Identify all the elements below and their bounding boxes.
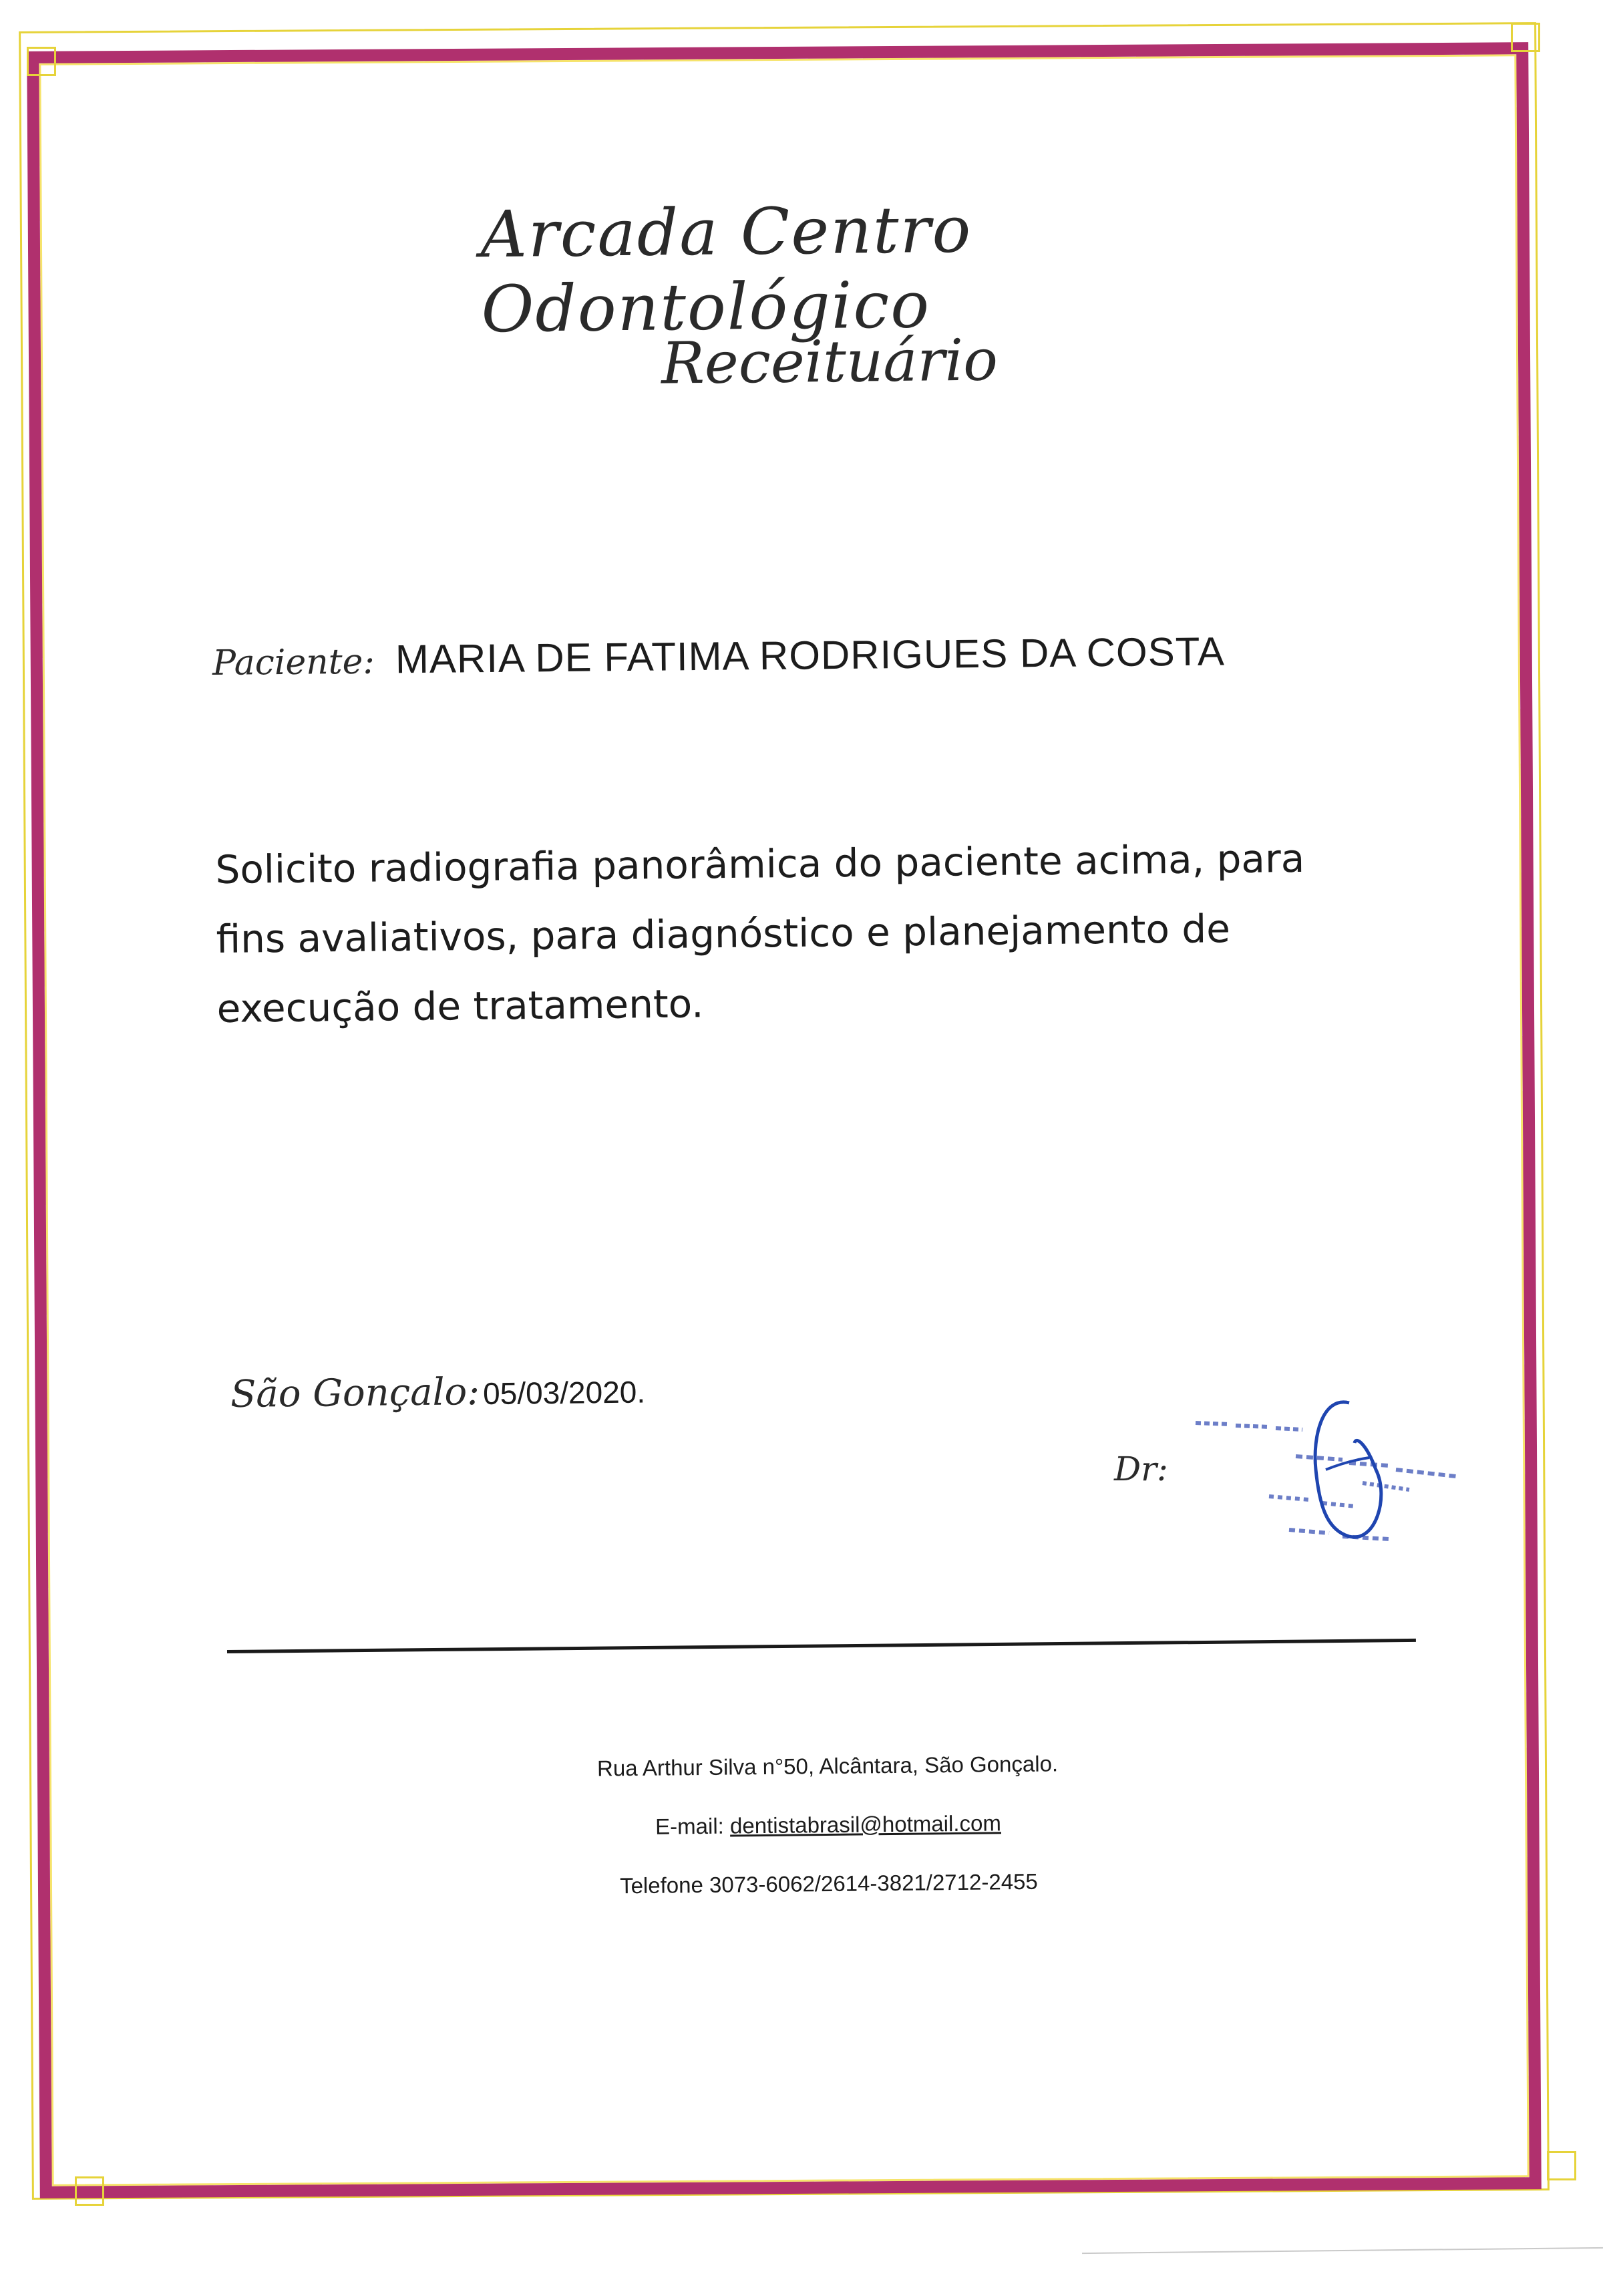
request-line: Solicito radiografia panorâmica do paciente acima, para <box>215 835 1305 892</box>
date-label: São Gonçalo: <box>230 1370 480 1416</box>
request-text <box>215 822 1419 1043</box>
request-line: execução de tratamento. <box>216 981 704 1031</box>
footer-email-row <box>414 1792 1243 1859</box>
footer-phone: Telefone 3073-6062/2614-3821/2712-2455 <box>619 1868 1038 1899</box>
frame-corner-top-right <box>1511 23 1540 52</box>
patient-name: MARIA DE FATIMA RODRIGUES DA COSTA <box>395 629 1226 682</box>
footer-email-link[interactable]: dentistabrasil@hotmail.com <box>729 1810 1002 1838</box>
footer-email-label: E-mail: <box>655 1813 725 1839</box>
request-line: fins avaliativos, para diagnóstico e planejamento de <box>216 906 1231 962</box>
footer-contact <box>413 1733 1244 1918</box>
frame-corner-top-left <box>27 47 56 76</box>
signature-stamp-icon <box>1189 1396 1476 1570</box>
document-type-title: Receituário <box>661 327 999 397</box>
date-row <box>230 1368 646 1416</box>
patient-label: Paciente: <box>212 641 375 683</box>
date-value: 05/03/2020. <box>482 1374 646 1412</box>
clinic-name: Arcada Centro Odontológico <box>480 192 972 347</box>
scan-edge-line <box>1082 2247 1603 2254</box>
frame-corner-bottom-right <box>1547 2151 1576 2180</box>
doctor-label: Dr: <box>1114 1450 1168 1488</box>
footer-address: Rua Arthur Silva n°50, Alcântara, São Gonçalo. <box>596 1751 1059 1781</box>
frame-corner-bottom-left <box>75 2176 104 2206</box>
